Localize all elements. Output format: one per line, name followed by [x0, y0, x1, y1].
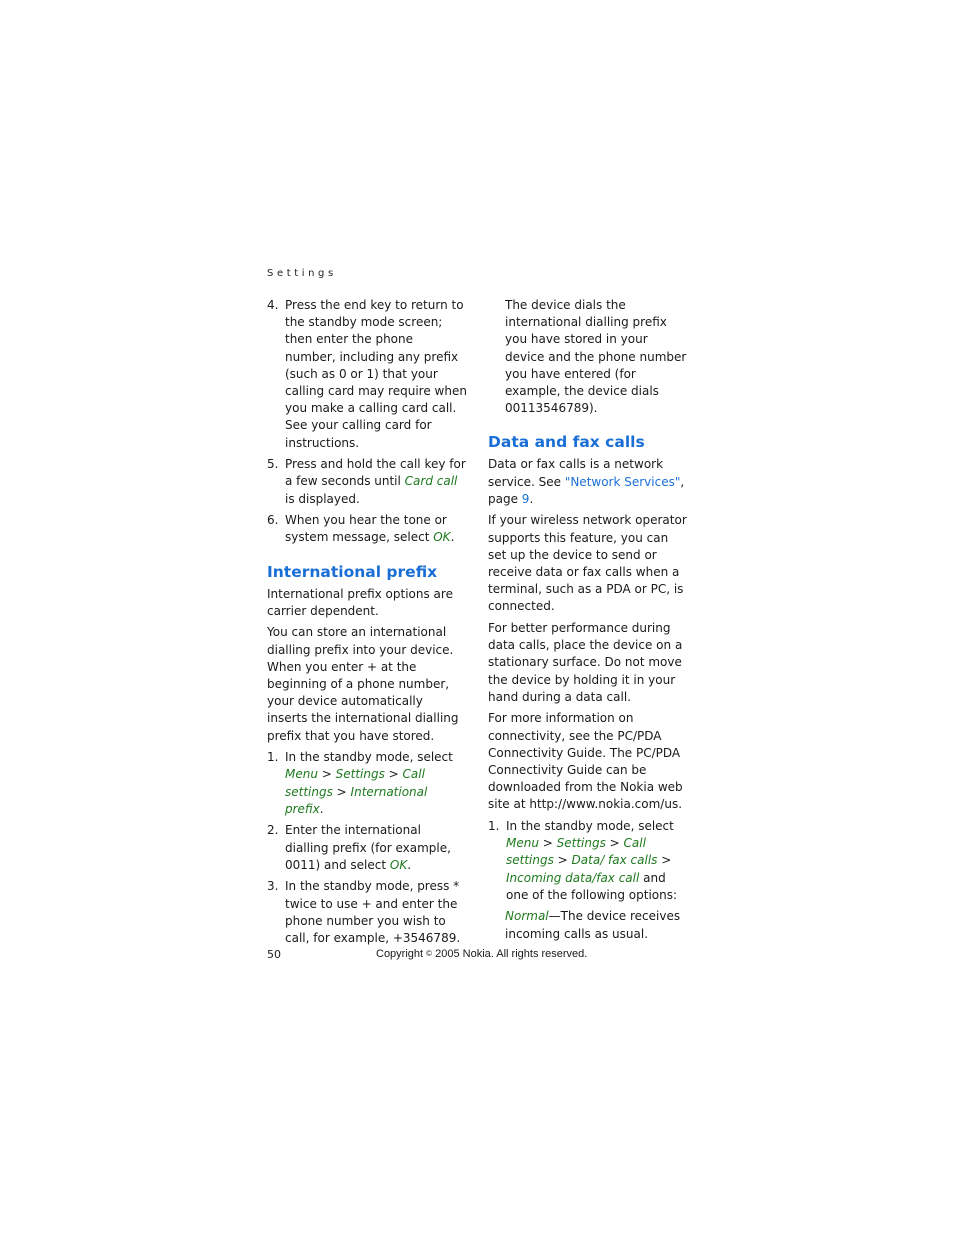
ui-term-menu: Menu: [285, 767, 318, 782]
step-text: In the standby mode, press * twice to use + and enter the phone number you wish to call, for example, +3546789.: [285, 879, 461, 946]
ui-term-menu: Menu: [506, 836, 539, 851]
ui-term-settings: Settings: [556, 836, 606, 851]
intl-step-3: [267, 878, 467, 947]
right-column: [488, 297, 688, 947]
paragraph: For better performance during data calls, place the device on a stationary surface. Do not move the device by holding it in your hand during a data call.: [488, 621, 683, 704]
running-header: Settings: [267, 268, 337, 279]
step-number: 4.: [267, 298, 279, 312]
paragraph: You can store an international dialling prefix into your device. When you enter + at the beginning of a phone number, your device automatically inserts the international dialling prefix that you have stored.: [267, 625, 459, 743]
step-text: When you hear the tone or system message, select OK.: [285, 513, 455, 545]
ui-term-ok: OK: [433, 530, 451, 545]
step-text: Press the end key to return to the standby mode screen; then enter the phone number, including any prefix (such as 0 or 1) that your calling card may require when you make a calling card call. See your calling card for instructions.: [285, 298, 467, 450]
ui-term-settings: Settings: [335, 767, 385, 782]
ui-term-international-prefix: International prefix: [285, 784, 428, 816]
paragraph: For more information on connectivity, see the PC/PDA Connectivity Guide. The PC/PDA Connectivity Guide can be downloaded from the Nokia web site at http://www.nokia.com/us.: [488, 711, 683, 812]
copyright-notice: Copyright © 2005 Nokia. All rights reserved.: [376, 948, 588, 960]
step-number: 3.: [267, 879, 279, 894]
step-text: Press and hold the call key for a few seconds until Card call is displayed.: [285, 457, 466, 506]
step-text: Enter the international dialling prefix (for example, 0011) and select OK.: [285, 823, 451, 872]
step-6: [267, 512, 467, 546]
ui-term-ok: OK: [389, 857, 408, 872]
international-prefix-heading: International prefix: [267, 562, 438, 581]
intl-step-2: [267, 822, 467, 874]
ui-term-card-call: Card call: [404, 474, 458, 489]
paragraph: Data or fax calls is a network service. See "Network Services", page 9.: [488, 457, 685, 506]
left-column: [267, 297, 467, 952]
ui-term-incoming-data-fax-call: Incoming data/fax call: [506, 870, 640, 885]
ui-term-call-settings: Call settings: [506, 836, 646, 868]
step-number: 1.: [488, 819, 500, 834]
step-text: In the standby mode, select Menu > Settings > Call settings > Data/ fax calls > Incoming data/fax call and one of the following options:: [506, 819, 678, 902]
paragraph: International prefix options are carrier dependent.: [267, 586, 453, 618]
copyright-symbol: ©: [426, 949, 433, 958]
data-step-1: [488, 818, 688, 904]
step-number: 1.: [267, 750, 279, 765]
step-number: 2.: [267, 823, 279, 838]
paragraph: If your wireless network operator supports this feature, you can set up the device to send or receive data or fax calls when a terminal, such as a PDA or PC, is connected.: [488, 513, 687, 614]
network-services-link[interactable]: "Network Services": [564, 474, 681, 489]
continued-paragraph: The device dials the international dialling prefix you have stored in your device and the phone number you have entered (for example, the device dials 00113546789).: [505, 298, 687, 416]
option-normal: Normal—The device receives incoming calls as usual.: [505, 909, 681, 941]
ui-term-normal: Normal: [505, 909, 549, 924]
step-number: 6.: [267, 513, 279, 528]
step-text: In the standby mode, select Menu > Settings > Call settings > International prefix.: [285, 750, 453, 816]
page-link[interactable]: 9: [521, 491, 530, 506]
step-4: [267, 297, 467, 452]
intl-step-1: [267, 749, 467, 818]
ui-term-call-settings: Call settings: [285, 767, 425, 799]
page-number: 50: [267, 948, 281, 961]
data-fax-calls-heading: Data and fax calls: [488, 433, 645, 452]
ui-term-data-fax-calls: Data/ fax calls: [571, 853, 658, 868]
step-number: 5.: [267, 457, 279, 472]
step-5: [267, 456, 467, 508]
